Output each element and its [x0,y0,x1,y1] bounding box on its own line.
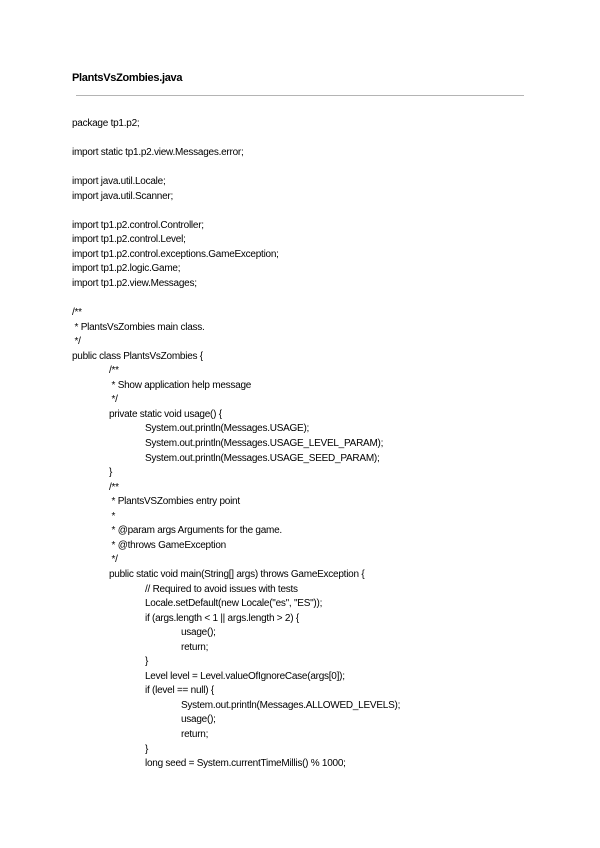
code-line: System.out.println(Messages.USAGE_SEED_PARAM); [145,452,380,464]
title-divider [76,95,524,96]
code-line: // Required to avoid issues with tests [145,583,298,595]
code-line: return; [181,728,209,740]
code-line: */ [109,554,118,566]
code-line: if (args.length < 1 || args.length > 2) { [145,612,299,624]
code-line: import java.util.Scanner; [72,190,174,202]
code-line: import tp1.p2.control.Level; [72,234,186,246]
code-line: Level level = Level.valueOfIgnoreCase(args[0]); [145,670,345,682]
code-line: System.out.println(Messages.USAGE_LEVEL_PARAM); [145,438,384,450]
code-line: import tp1.p2.control.exceptions.GameException; [72,248,279,260]
code-line: if (level == null) { [145,685,214,697]
code-line [72,204,542,219]
code-line: package tp1.p2; [72,118,140,129]
code-line: usage(); [181,714,216,726]
document-title: PlantsVsZombies.java [72,72,183,84]
code-line: import tp1.p2.control.Controller; [72,219,204,231]
code-line [72,161,542,176]
code-line: public class PlantsVsZombies { [72,350,203,362]
code-line: usage(); [181,627,216,639]
code-line: } [145,743,149,755]
code-line: System.out.println(Messages.ALLOWED_LEVELS); [181,699,401,711]
code-line: * PlantsVSZombies entry point [109,496,240,508]
code-line: import java.util.Locale; [72,176,166,188]
code-line: long seed = System.currentTimeMillis() % 1000; [145,758,346,770]
code-line: public static void main(String[] args) throws GameException { [109,568,365,580]
code-line: } [145,656,149,668]
code-line: * Show application help message [109,379,252,391]
code-line: * @param args Arguments for the game. [109,525,282,537]
code-line: import static tp1.p2.view.Messages.error; [72,147,244,159]
code-line: /** [109,365,119,377]
code-line: return; [181,641,209,653]
code-line: /** [72,307,82,319]
code-line: private static void usage() { [109,408,222,420]
code-line: * [109,510,116,522]
code-block [72,117,542,772]
code-line: import tp1.p2.view.Messages; [72,278,197,290]
code-line [72,292,542,307]
code-line: */ [109,394,118,406]
code-line: * @throws GameException [109,539,226,551]
code-line: * PlantsVsZombies main class. [72,321,205,333]
code-line: import tp1.p2.logic.Game; [72,263,181,275]
code-line: System.out.println(Messages.USAGE); [145,423,310,435]
code-line [72,132,542,147]
code-line: /** [109,481,119,493]
code-line: */ [72,336,81,348]
code-line: } [109,467,113,479]
code-line: Locale.setDefault(new Locale("es", "ES")); [145,598,323,610]
